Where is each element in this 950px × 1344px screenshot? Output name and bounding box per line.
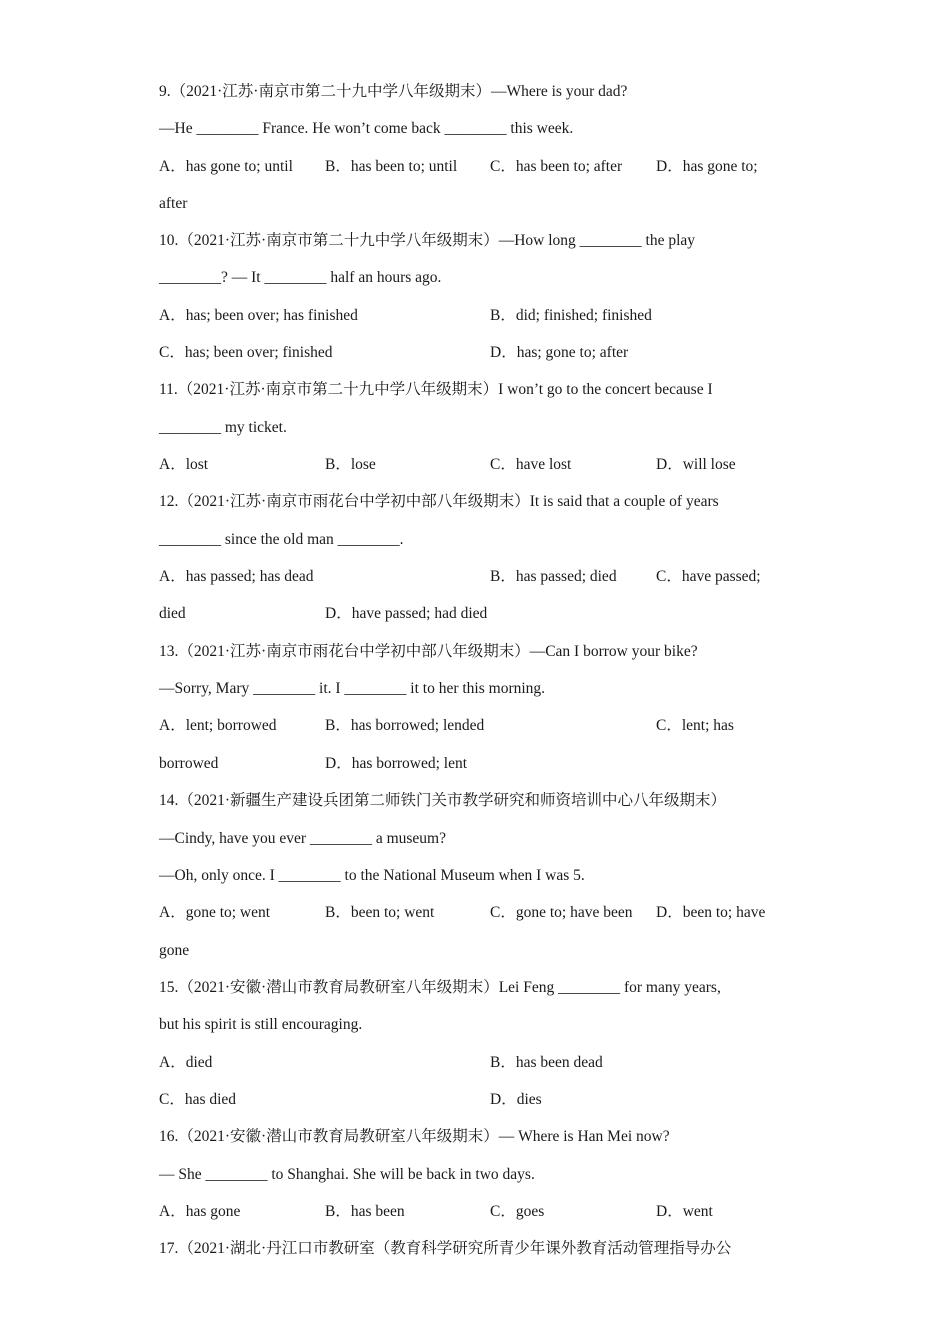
question-14-option-d-continued: gone xyxy=(159,942,190,959)
question-9-option-b: B．has been to; until xyxy=(325,158,458,175)
question-14-line: —Oh, only once. I ________ to the National Museum when I was 5. xyxy=(159,867,585,884)
question-11-option-d: D．will lose xyxy=(656,456,736,473)
question-15-option-d: D．dies xyxy=(490,1091,542,1108)
question-9-option-c: C．has been to; after xyxy=(490,158,623,175)
question-15-option-a: A．died xyxy=(159,1054,213,1071)
question-14-option-a: A．gone to; went xyxy=(159,904,271,921)
question-11-line: ________ my ticket. xyxy=(159,419,287,436)
question-9-option-d-continued: after xyxy=(159,195,188,212)
question-12-line: ________ since the old man ________. xyxy=(159,531,404,548)
question-10-stem: 10.（2021·江苏·南京市第二十九中学八年级期末）—How long ________ the play xyxy=(159,232,696,249)
question-9-line: —He ________ France. He won’t come back ________ this week. xyxy=(159,120,574,137)
question-12-option-c: C．have passed; xyxy=(656,568,761,585)
question-11-option-c: C．have lost xyxy=(490,456,572,473)
question-12-option-c-continued: died xyxy=(159,605,186,622)
question-12-option-a: A．has passed; has dead xyxy=(159,568,314,585)
question-14-line: —Cindy, have you ever ________ a museum? xyxy=(159,830,446,847)
question-9-stem: 9.（2021·江苏·南京市第二十九中学八年级期末）—Where is your dad? xyxy=(159,83,628,100)
question-10-option-a: A．has; been over; has finished xyxy=(159,307,358,324)
question-13-option-d: D．has borrowed; lent xyxy=(325,755,468,772)
question-10-line: ________? — It ________ half an hours ago. xyxy=(159,269,442,286)
question-13-option-a: A．lent; borrowed xyxy=(159,717,277,734)
question-14-option-c: C．gone to; have been xyxy=(490,904,633,921)
question-11-stem: 11.（2021·江苏·南京市第二十九中学八年级期末）I won’t go to the concert because I xyxy=(159,381,713,398)
question-10-option-d: D．has; gone to; after xyxy=(490,344,629,361)
question-15-option-c: C．has died xyxy=(159,1091,237,1108)
question-16-option-a: A．has gone xyxy=(159,1203,241,1220)
question-16-line: — She ________ to Shanghai. She will be back in two days. xyxy=(159,1166,535,1183)
question-13-option-c: C．lent; has xyxy=(656,717,734,734)
question-11-option-a: A．lost xyxy=(159,456,209,473)
question-12-option-b: B．has passed; died xyxy=(490,568,617,585)
question-15-stem: 15.（2021·安徽·潜山市教育局教研室八年级期末）Lei Feng ________ for many years, xyxy=(159,979,721,996)
question-16-option-b: B．has been xyxy=(325,1203,405,1220)
question-14-option-d: D．been to; have xyxy=(656,904,766,921)
question-9-option-a: A．has gone to; until xyxy=(159,158,293,175)
question-13-stem: 13.（2021·江苏·南京市雨花台中学初中部八年级期末）—Can I borrow your bike? xyxy=(159,643,698,660)
question-9-option-d: D．has gone to; xyxy=(656,158,758,175)
question-15-line: but his spirit is still encouraging. xyxy=(159,1016,363,1033)
question-14-option-b: B．been to; went xyxy=(325,904,435,921)
question-10-option-c: C．has; been over; finished xyxy=(159,344,333,361)
question-11-option-b: B．lose xyxy=(325,456,376,473)
question-13-option-b: B．has borrowed; lended xyxy=(325,717,485,734)
question-14-stem: 14.（2021·新疆生产建设兵团第二师铁门关市教学研究和师资培训中心八年级期末） xyxy=(159,792,727,809)
question-15-option-b: B．has been dead xyxy=(490,1054,603,1071)
question-17-stem: 17.（2021·湖北·丹江口市教研室（教育科学研究所青少年课外教育活动管理指导办公 xyxy=(159,1240,732,1257)
question-12-option-d: D．have passed; had died xyxy=(325,605,488,622)
question-13-option-c-continued: borrowed xyxy=(159,755,219,772)
question-16-option-d: D．went xyxy=(656,1203,713,1220)
question-16-option-c: C．goes xyxy=(490,1203,545,1220)
question-16-stem: 16.（2021·安徽·潜山市教育局教研室八年级期末）— Where is Han Mei now? xyxy=(159,1128,670,1145)
question-13-line: —Sorry, Mary ________ it. I ________ it to her this morning. xyxy=(159,680,546,697)
question-10-option-b: B．did; finished; finished xyxy=(490,307,652,324)
question-12-stem: 12.（2021·江苏·南京市雨花台中学初中部八年级期末）It is said that a couple of years xyxy=(159,493,719,510)
